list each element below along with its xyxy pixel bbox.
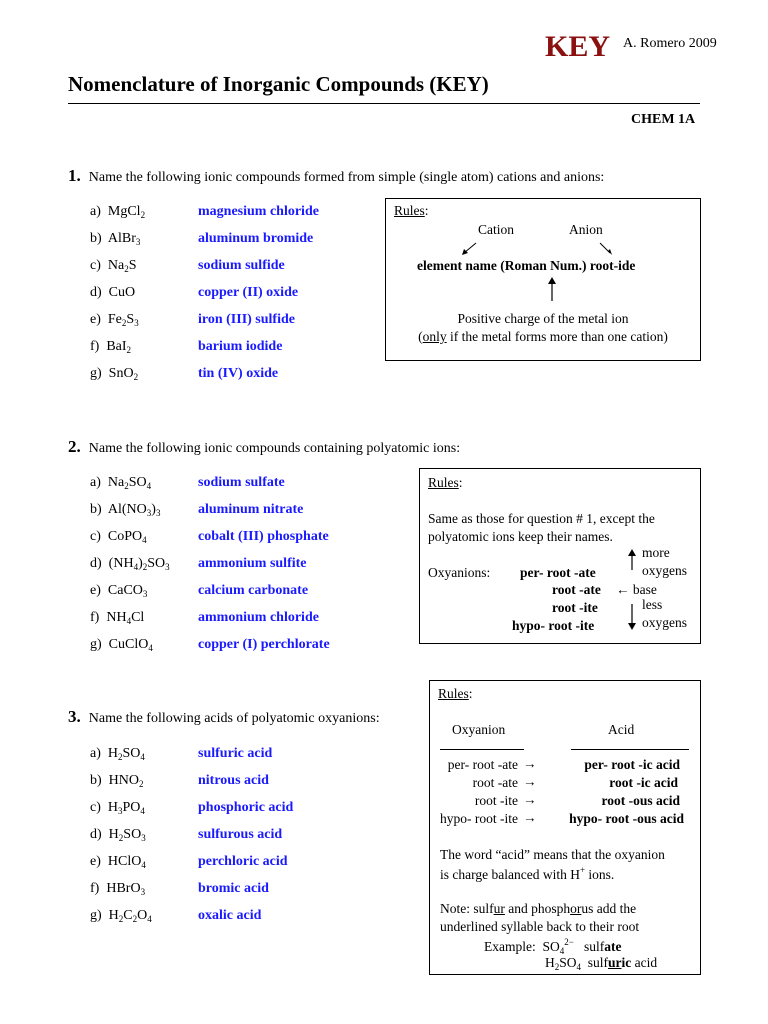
title-divider	[68, 103, 700, 104]
page-title: Nomenclature of Inorganic Compounds (KEY)	[68, 72, 489, 96]
author-year: A. Romero 2009	[623, 36, 717, 51]
acid-word-note: The word “acid” means that the oxyanion	[440, 847, 665, 862]
list-item: b) $HNO_2$	[90, 773, 144, 789]
up-arrow-icon	[626, 549, 638, 571]
q3-number: 3.	[68, 707, 81, 726]
naming-formula: element name (Roman Num.) root-ide	[417, 258, 636, 273]
list-item: f) BaI$_2$	[90, 339, 132, 355]
hypo-ite: hypo- root -ite	[512, 618, 595, 633]
q3-rules-box	[429, 680, 701, 975]
list-item: f) $NH_4Cl$	[90, 610, 145, 626]
oxygens-label: oxygens	[642, 563, 687, 578]
q1-prompt: Name the following ionic compounds formed from simple (single atom) cations and anions:	[88, 170, 605, 185]
rules-title: Rules:	[438, 686, 473, 701]
acid-row: hypo- root -ous acid	[569, 811, 684, 826]
list-item: a) MgCl$_2$	[90, 204, 146, 220]
answer: sulfurous acid	[198, 827, 283, 842]
less-label: less	[642, 597, 663, 612]
q3-heading	[68, 707, 380, 727]
acid-word-note-2: is charge balanced with H+ ions.	[440, 865, 615, 882]
q1-rules-box	[385, 198, 701, 361]
rules-note-2: (only if the metal forms more than one cation)	[418, 329, 668, 344]
answer: sodium sulfate	[198, 475, 285, 490]
up-arrow-icon	[546, 277, 558, 303]
oxy-row: hypo- root -ite	[440, 811, 518, 826]
rules-title: Rules:	[394, 203, 429, 218]
q3-prompt: Name the following acids of polyatomic oxyanions:	[88, 711, 380, 726]
acid-row: per- root -ic acid	[584, 757, 680, 772]
answer: barium iodide	[198, 339, 283, 354]
answer: magnesium chloride	[198, 204, 319, 219]
list-item: g) SnO$_2$	[90, 366, 139, 382]
answer: phosphoric acid	[198, 800, 294, 815]
answer: sulfuric acid	[198, 746, 273, 761]
root-ate: root -ate	[552, 582, 601, 597]
base-pointer: ← base	[616, 582, 657, 597]
more-label: more	[642, 545, 670, 560]
answer: iron (III) sulfide	[198, 312, 295, 327]
note-line-1: Note: sulfur and phosphorus add the	[440, 901, 637, 916]
q2-number: 2.	[68, 437, 81, 456]
oxy-row: root -ite	[474, 793, 518, 808]
example-row-2: $H_2SO_4$ sulfuric acid	[545, 955, 658, 972]
direction-arrows	[456, 239, 616, 259]
answer: copper (I) perchlorate	[198, 637, 330, 652]
answer: tin (IV) oxide	[198, 366, 279, 381]
cation-label: Cation	[478, 222, 514, 237]
down-arrow-icon	[626, 603, 638, 631]
q2-prompt: Name the following ionic compounds containing polyatomic ions:	[88, 441, 461, 456]
list-item: d) $(NH_4)_2SO_3$	[90, 556, 170, 572]
col-acid: Acid	[608, 722, 635, 737]
answer: ammonium sulfite	[198, 556, 307, 571]
list-item: c) CoPO$_4$	[90, 529, 147, 545]
rules-line-1: Same as those for question # 1, except the	[428, 511, 655, 526]
list-item: c) $H_3PO_4$	[90, 800, 145, 816]
oxy-row: per- root -ate	[447, 757, 518, 772]
list-item: d) CuO	[90, 285, 136, 300]
answer: ammonium chloride	[198, 610, 319, 625]
note-line-2: underlined syllable back to their root	[440, 919, 640, 934]
answer: calcium carbonate	[198, 583, 309, 598]
oxyanions-label: Oxyanions:	[428, 565, 491, 580]
q1-number: 1.	[68, 166, 81, 185]
list-item: e) HClO$_4$	[90, 854, 146, 870]
list-item: f) HBrO$_3$	[90, 881, 146, 897]
arrow-icon: →	[523, 774, 537, 789]
list-item: b) AlBr$_3$	[90, 231, 141, 247]
list-item: g) CuClO$_4$	[90, 637, 153, 653]
list-item: c) $Na_2S$	[90, 258, 137, 274]
anion-label: Anion	[569, 222, 603, 237]
arrow-icon: →	[523, 810, 537, 825]
q2-rules-box	[419, 468, 701, 644]
rules-note-1: Positive charge of the metal ion	[457, 311, 629, 326]
answer: copper (II) oxide	[198, 285, 299, 300]
answer: aluminum bromide	[198, 231, 314, 246]
list-item: a) $Na_2SO_4$	[90, 475, 152, 491]
col-oxyanion: Oxyanion	[452, 722, 506, 737]
answer: aluminum nitrate	[198, 502, 304, 517]
list-item: e) CaCO$_3$	[90, 583, 148, 599]
answer: sodium sulfide	[198, 258, 285, 273]
arrow-icon: →	[523, 792, 537, 807]
per-ate: per- root -ate	[520, 565, 596, 580]
course-label: CHEM 1A	[631, 112, 696, 127]
acid-row: root -ous acid	[601, 793, 680, 808]
rules-title: Rules:	[428, 475, 463, 490]
oxy-row: root -ate	[472, 775, 518, 790]
answer: perchloric acid	[198, 854, 288, 869]
root-ite: root -ite	[552, 600, 598, 615]
list-item: g) $H_2C_2O_4$	[90, 908, 152, 924]
example-row-1: Example: $SO_4^{2-}$ sulfate	[484, 937, 622, 956]
q1-heading	[68, 166, 604, 186]
q2-heading	[68, 437, 460, 457]
oxygens-label-2: oxygens	[642, 615, 687, 630]
rules-line-2: polyatomic ions keep their names.	[428, 529, 613, 544]
acid-row: root -ic acid	[609, 775, 678, 790]
answer: nitrous acid	[198, 773, 269, 788]
col-underline	[571, 749, 689, 750]
list-item: d) $H_2SO_3$	[90, 827, 146, 843]
answer: bromic acid	[198, 881, 269, 896]
list-item: a) $H_2SO_4$	[90, 746, 145, 762]
arrow-icon: →	[523, 756, 537, 771]
key-label: KEY	[545, 30, 611, 63]
answer: cobalt (III) phosphate	[198, 529, 329, 544]
col-underline	[440, 749, 524, 750]
list-item: b) $Al(NO_3)_3$	[90, 502, 161, 518]
answer: oxalic acid	[198, 908, 262, 923]
list-item: e) $Fe_2S_3$	[90, 312, 139, 328]
